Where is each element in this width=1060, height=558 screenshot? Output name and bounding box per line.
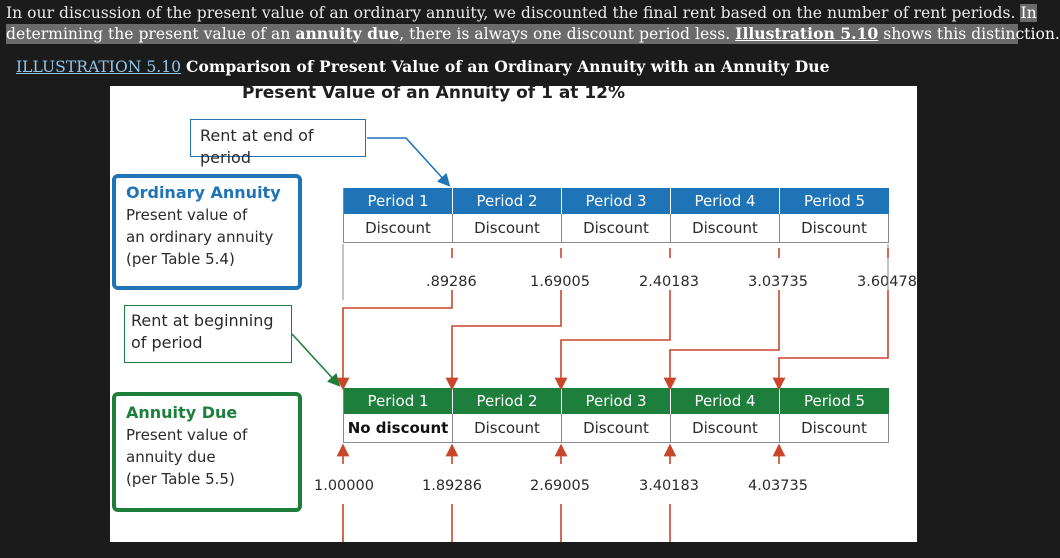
illustration-link[interactable]: Illustration 5.10	[735, 23, 879, 43]
due-desc-3: (per Table 5.5)	[126, 470, 235, 488]
connector-2	[452, 290, 561, 384]
ordinary-period-2: Period 2	[453, 188, 562, 214]
ordinary-discount-1: Discount	[344, 214, 453, 243]
ordinary-pv-4: 3.03735	[748, 274, 808, 290]
ordinary-discount-5: Discount	[780, 214, 889, 243]
ordinary-discount-3: Discount	[562, 214, 671, 243]
rent-begin-label-1: Rent at beginning	[131, 311, 274, 330]
ordinary-pv-2: 1.69005	[530, 274, 590, 290]
ordinary-period-1: Period 1	[344, 188, 453, 214]
connector-lines	[110, 86, 917, 542]
ordinary-period-4: Period 4	[671, 188, 780, 214]
due-period-2: Period 2	[453, 388, 562, 414]
highlighted-text: In	[1020, 4, 1037, 22]
rent-begin-arrow	[292, 334, 336, 382]
caption-title: Comparison of Present Value of an Ordinary Annuity with an Annuity Due	[186, 57, 830, 76]
due-period-4: Period 4	[671, 388, 780, 414]
ordinary-desc-3: (per Table 5.4)	[126, 250, 235, 268]
paragraph-text: shows this distinction.	[883, 24, 1060, 43]
ordinary-desc-2: an ordinary annuity	[126, 228, 274, 246]
due-period-3: Period 3	[562, 388, 671, 414]
ordinary-discount-4: Discount	[671, 214, 780, 243]
connector-3	[561, 290, 670, 384]
paragraph-text: , there is always one discount period less.	[399, 24, 731, 43]
paragraph-text: determining the present value of an	[6, 24, 291, 43]
connector-5	[779, 290, 888, 384]
due-pv-5: 4.03735	[748, 478, 808, 494]
connector-4	[670, 290, 779, 384]
due-period-5: Period 5	[780, 388, 889, 414]
ordinary-desc-1: Present value of	[126, 206, 248, 224]
due-period-1: Period 1	[344, 388, 453, 414]
due-discount-4: Discount	[671, 414, 780, 443]
due-discount-2: Discount	[453, 414, 562, 443]
due-no-discount: No discount	[344, 414, 453, 443]
figure-caption	[16, 57, 830, 76]
figure-title: Present Value of an Annuity of 1 at 12%	[241, 83, 626, 103]
annuity-due-term: annuity due	[295, 23, 400, 43]
connector-1	[343, 290, 452, 384]
ordinary-annuity-title: Ordinary Annuity	[126, 183, 281, 202]
illustration-figure	[110, 83, 917, 542]
caption-link[interactable]: ILLUSTRATION 5.10	[16, 58, 182, 76]
due-discount-3: Discount	[562, 414, 671, 443]
rent-end-label: Rent at end of period	[200, 126, 314, 167]
ordinary-period-3: Period 3	[562, 188, 671, 214]
paragraph-text: In our discussion of the present value of an ordinary annuity, we discounted the final rent based on the number of rent periods.	[6, 4, 1016, 22]
due-pv-4: 3.40183	[639, 478, 699, 494]
ordinary-pv-5: 3.60478	[857, 274, 917, 290]
page-bottom-edge	[0, 544, 1024, 558]
paragraph-line-2	[6, 23, 1060, 45]
paragraph-line-1	[6, 4, 1037, 24]
due-pv-1: 1.00000	[314, 478, 374, 494]
due-pv-2: 1.89286	[422, 478, 482, 494]
due-pv-3: 2.69005	[530, 478, 590, 494]
due-desc-1: Present value of	[126, 426, 248, 444]
ordinary-pv-3: 2.40183	[639, 274, 699, 290]
due-discount-5: Discount	[780, 414, 889, 443]
annuity-due-title: Annuity Due	[126, 403, 238, 422]
intro-paragraph	[6, 4, 1060, 44]
rent-end-arrow	[367, 138, 446, 182]
ordinary-frame	[343, 244, 888, 300]
rent-begin-label-2: of period	[131, 333, 203, 352]
ordinary-period-5: Period 5	[780, 188, 889, 214]
due-desc-2: annuity due	[126, 448, 216, 466]
ordinary-discount-2: Discount	[453, 214, 562, 243]
ordinary-pv-1: .89286	[426, 274, 477, 290]
